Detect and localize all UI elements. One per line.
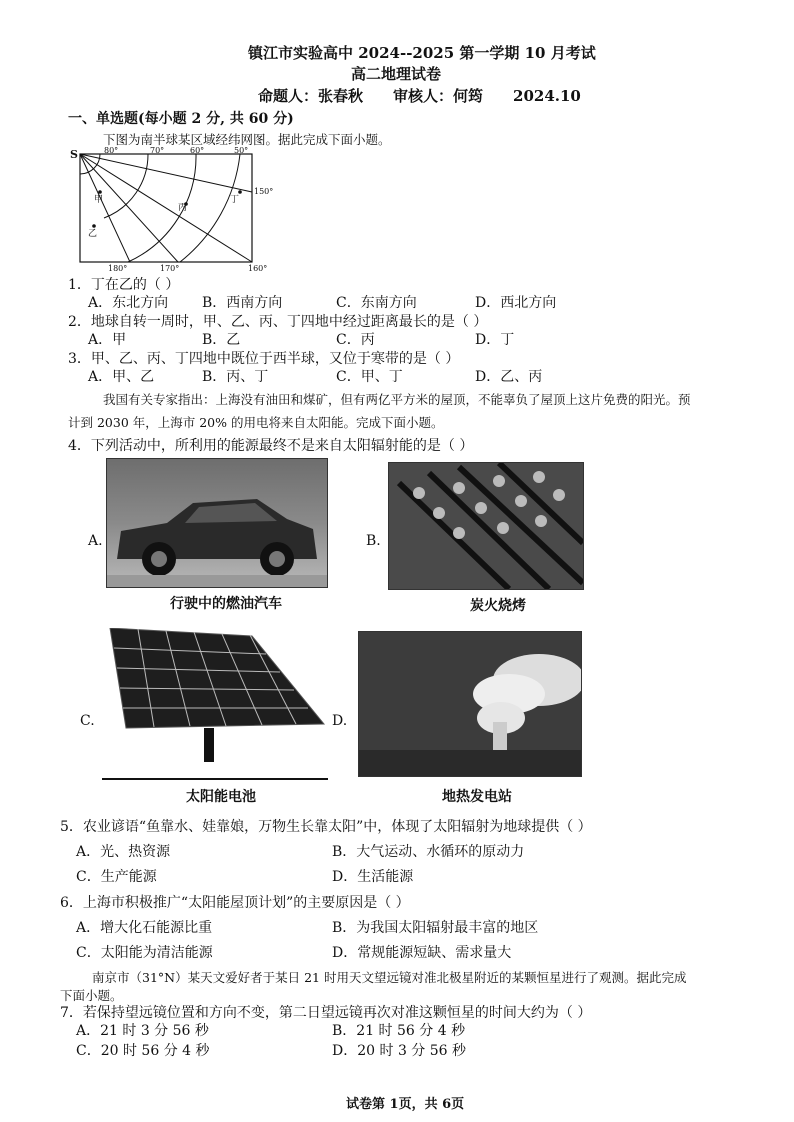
option: C．东南方向 xyxy=(336,295,417,311)
map-lat-label: 80° xyxy=(104,146,119,155)
lat-lon-map xyxy=(68,146,280,274)
map-lat-label: 50° xyxy=(234,146,249,155)
option: C．甲、丁 xyxy=(336,369,403,385)
section-intro: 下图为南半球某区域经纬网图。据此完成下面小题。 xyxy=(103,132,391,147)
option: B．丙、丁 xyxy=(202,369,269,385)
option: B．21 时 56 分 4 秒 xyxy=(332,1023,466,1039)
car-photo xyxy=(106,458,328,588)
solar-panel-image xyxy=(102,628,328,780)
map-place-yi: 乙 xyxy=(88,229,98,239)
option: C．丙 xyxy=(336,332,375,348)
option: D．西北方向 xyxy=(475,295,557,311)
option: A．甲、乙 xyxy=(88,369,155,385)
map-lat-label: 70° xyxy=(150,146,165,155)
exam-authors: 命题人：张春秋 审核人：何筠 2024.10 xyxy=(258,87,581,105)
image-caption: 太阳能电池 xyxy=(186,789,256,805)
passage-line: 计到 2030 年，上海市 20% 的用电将来自太阳能。完成下面小题。 xyxy=(68,415,444,430)
option-letter: A. xyxy=(88,533,103,549)
option: A．光、热资源 xyxy=(76,844,171,860)
question-stem: 2．地球自转一周时，甲、乙、丙、丁四地中经过距离最长的是（ ） xyxy=(68,314,488,330)
passage-line: 我国有关专家指出：上海没有油田和煤矿，但有两亿平方米的屋顶，不能辜负了屋顶上这片免费的阳光。预 xyxy=(103,392,691,407)
image-caption: 地热发电站 xyxy=(442,789,512,805)
question-stem: 4．下列活动中，所利用的能源最终不是来自太阳辐射能的是（ ） xyxy=(68,438,474,454)
option-letter: C. xyxy=(80,713,95,729)
passage-line: 下面小题。 xyxy=(60,988,123,1003)
question-stem: 5．农业谚语“鱼靠水、娃靠娘，万物生长靠太阳”中，体现了太阳辐射为地球提供（ ） xyxy=(60,819,592,835)
geothermal-photo xyxy=(358,631,582,777)
option-letter: D. xyxy=(332,713,348,729)
option: C．20 时 56 分 4 秒 xyxy=(76,1043,210,1059)
option: D．常规能源短缺、需求量大 xyxy=(332,945,512,961)
exam-title: 镇江市实验高中 2024--2025 第一学期 10 月考试 xyxy=(248,44,596,62)
page-footer: 试卷第 1页，共 6页 xyxy=(346,1097,465,1112)
exam-subtitle: 高二地理试卷 xyxy=(351,65,442,83)
question-stem: 6．上海市积极推广“太阳能屋顶计划”的主要原因是（ ） xyxy=(60,895,410,911)
option: A．东北方向 xyxy=(88,295,169,311)
grill-photo xyxy=(388,462,584,590)
option: D．生活能源 xyxy=(332,869,414,885)
map-lon-label: 150° xyxy=(254,187,274,196)
question-stem: 3．甲、乙、丙、丁四地中既位于西半球，又位于寒带的是（ ） xyxy=(68,351,460,367)
option: C．生产能源 xyxy=(76,869,157,885)
option: A．增大化石能源比重 xyxy=(76,920,213,936)
question-stem: 1．丁在乙的（ ） xyxy=(68,277,180,293)
option: A．甲 xyxy=(88,332,127,348)
map-lon-label: 170° xyxy=(160,264,180,273)
map-lon-label: 180° xyxy=(108,264,128,273)
option: B．为我国太阳辐射最丰富的地区 xyxy=(332,920,539,936)
map-place-ding: 丁 xyxy=(230,195,240,205)
map-place-bing: 丙 xyxy=(178,203,188,213)
map-pole-label: S xyxy=(70,148,78,161)
option-letter: B. xyxy=(366,533,381,549)
image-caption: 炭火烧烤 xyxy=(470,598,526,614)
map-lon-label: 160° xyxy=(248,264,268,273)
option: B．大气运动、水循环的原动力 xyxy=(332,844,525,860)
option: B．乙 xyxy=(202,332,241,348)
option: D．乙、丙 xyxy=(475,369,543,385)
option: D．丁 xyxy=(475,332,515,348)
map-place-jia: 甲 xyxy=(94,195,104,205)
option: D．20 时 3 分 56 秒 xyxy=(332,1043,467,1059)
passage-line: 南京市（31°N）某天文爱好者于某日 21 时用天文望远镜对准北极星附近的某颗恒星进行了观测。据此完成 xyxy=(92,970,687,985)
map-lat-label: 60° xyxy=(190,146,205,155)
option: C．太阳能为清洁能源 xyxy=(76,945,213,961)
question-stem: 7．若保持望远镜位置和方向不变，第二日望远镜再次对准这颗恒星的时间大约为（ ） xyxy=(60,1005,592,1021)
image-caption: 行驶中的燃油汽车 xyxy=(170,596,282,612)
option: B．西南方向 xyxy=(202,295,283,311)
option: A．21 时 3 分 56 秒 xyxy=(76,1023,209,1039)
section-heading: 一、单选题(每小题 2 分, 共 60 分) xyxy=(68,111,294,127)
